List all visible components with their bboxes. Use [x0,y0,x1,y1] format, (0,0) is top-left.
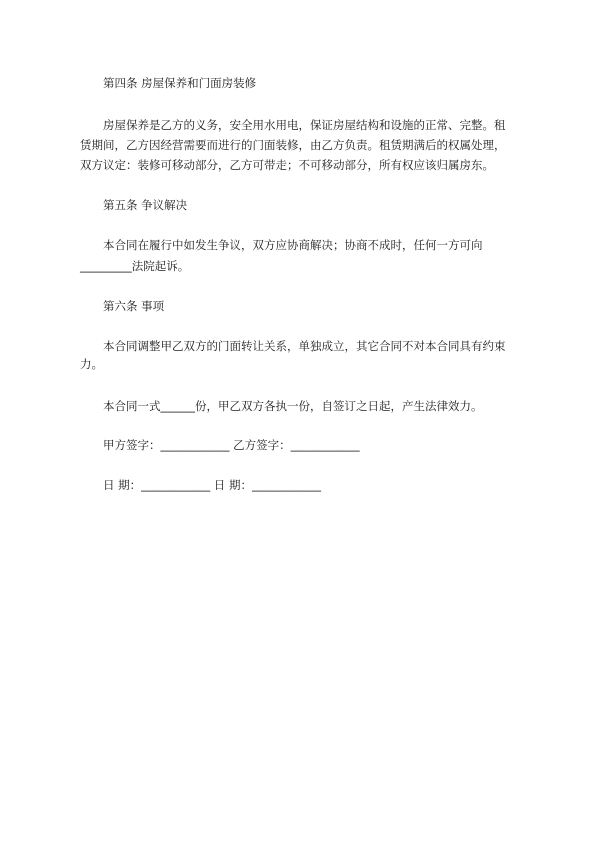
article-4-line-3: 双方议定：装修可移动部分，乙方可带走；不可移动部分，所有权应该归属房东。 [80,158,494,172]
article-4-line-1: 房屋保养是乙方的义务，安全用水用电，保证房屋结构和设施的正常、完整。租 [103,118,506,132]
article-4-heading: 第四条 房屋保养和门面房装修 [103,76,257,90]
article-6-line-2: 力。 [80,357,103,371]
copies-clause: 本合同一式______份，甲乙双方各执一份，自签订之日起，产生法律效力。 [103,399,483,413]
article-5-line-1: 本合同在履行中如发生争议，双方应协商解决；协商不成时，任何一方可向 [103,238,483,252]
article-5-line-2: _________法院起诉。 [80,259,190,273]
signature-line: 甲方签字：____________ 乙方签字：____________ [103,438,360,452]
article-6-line-1: 本合同调整甲乙双方的门面转让关系，单独成立，其它合同不对本合同具有约束 [103,339,506,353]
article-5-heading: 第五条 争议解决 [103,198,188,212]
date-line: 日 期：____________ 日 期：____________ [103,478,321,492]
article-6-heading: 第六条 事项 [103,299,165,313]
article-4-line-2: 赁期间，乙方因经营需要而进行的门面装修，由乙方负责。租赁期满后的权属处理， [80,138,506,152]
